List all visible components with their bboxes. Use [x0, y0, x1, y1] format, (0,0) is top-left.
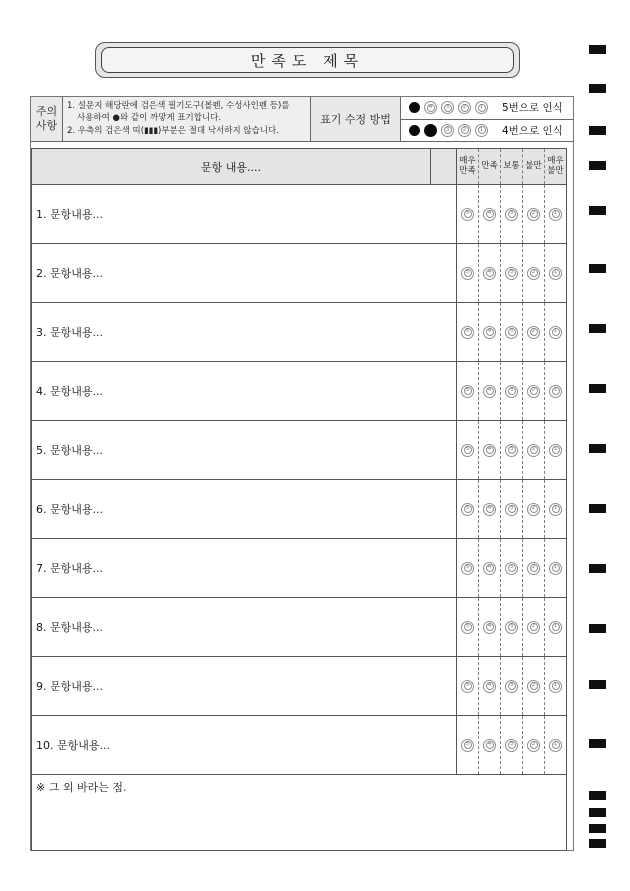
rating-bubble-1[interactable] [544, 303, 566, 361]
rating-bubble-2[interactable] [522, 657, 544, 715]
question-label: 7. 문항내용... [32, 539, 457, 597]
form-frame [30, 96, 574, 851]
table-row [32, 420, 566, 479]
bubble-icon: 2 [527, 562, 540, 575]
rating-bubble-5[interactable] [457, 480, 478, 538]
correction-method-text: 표기 수정 방법 [320, 113, 391, 126]
rating-bubble-1[interactable] [544, 598, 566, 656]
bubble-icon: 4 [483, 739, 496, 752]
rating-bubble-1[interactable] [544, 362, 566, 420]
bubble-icon: 5 [461, 208, 474, 221]
bubble-icon: 4 [483, 444, 496, 457]
question-label: 4. 문항내용... [32, 362, 457, 420]
rating-bubble-strip [457, 716, 566, 774]
recognition-result-label: 4번으로 인식 [502, 124, 563, 137]
bubble-icon: 5 [461, 680, 474, 693]
table-row [32, 656, 566, 715]
bubble-icon: 2 [527, 208, 540, 221]
bubble-icon: 5 [461, 739, 474, 752]
bubble-icon: 4 [483, 680, 496, 693]
bubble-icon: 2 [458, 124, 471, 137]
bubble-icon: 3 [441, 124, 454, 137]
bubble-icon: 1 [549, 208, 562, 221]
notice-instructions [63, 97, 311, 141]
bubble-icon: 5 [461, 326, 474, 339]
recognition-result-label: 5번으로 인식 [502, 102, 563, 115]
rating-bubble-4[interactable] [478, 598, 500, 656]
rating-bubble-3[interactable] [500, 657, 522, 715]
rating-bubble-1[interactable] [544, 657, 566, 715]
rating-bubble-strip [457, 244, 566, 302]
rating-bubble-strip [457, 657, 566, 715]
rating-bubble-1[interactable] [544, 185, 566, 243]
rating-bubble-3[interactable] [500, 598, 522, 656]
timing-mark [589, 324, 606, 333]
rating-header-very-dissatisfied: 매우 불만 [544, 149, 566, 184]
filled-bubble-icon [409, 125, 420, 136]
bubble-icon: 5 [461, 267, 474, 280]
open-comment-label: ※ 그 외 바라는 점. [36, 781, 127, 794]
bubble-icon: 3 [441, 101, 454, 114]
notice-label-line: 사항 [35, 119, 58, 132]
rating-header-dissatisfied: 불만 [522, 149, 544, 184]
timing-mark [589, 824, 606, 833]
rating-bubble-3[interactable] [500, 716, 522, 774]
table-row [32, 479, 566, 538]
rating-bubble-strip [457, 362, 566, 420]
table-row [32, 538, 566, 597]
correction-examples [401, 97, 573, 141]
bubble-icon: 4 [424, 101, 437, 114]
bubble-icon: 5 [461, 444, 474, 457]
bubble-icon: 1 [549, 739, 562, 752]
bubble-icon: 2 [527, 267, 540, 280]
rating-bubble-3[interactable] [500, 539, 522, 597]
rating-bubble-1[interactable] [544, 244, 566, 302]
bubble-icon: 2 [527, 326, 540, 339]
rating-bubble-5[interactable] [457, 539, 478, 597]
bubble-icon: 2 [527, 503, 540, 516]
bubble-icon: 3 [505, 503, 518, 516]
rating-bubble-4[interactable] [478, 716, 500, 774]
timing-mark [589, 384, 606, 393]
rating-bubble-4[interactable] [478, 480, 500, 538]
timing-mark [589, 161, 606, 170]
rating-bubble-strip [457, 480, 566, 538]
open-comment-section[interactable] [32, 774, 566, 850]
rating-bubble-3[interactable] [500, 480, 522, 538]
rating-bubble-strip [457, 598, 566, 656]
rating-bubble-1[interactable] [544, 480, 566, 538]
bubble-icon: 1 [549, 562, 562, 575]
bubble-icon: 4 [483, 503, 496, 516]
question-label: 1. 문항내용... [32, 185, 457, 243]
bubble-icon: 1 [549, 680, 562, 693]
rating-bubble-2[interactable] [522, 539, 544, 597]
rating-bubble-5[interactable] [457, 421, 478, 479]
table-row [32, 302, 566, 361]
rating-header-satisfied: 만족 [478, 149, 500, 184]
question-label: 9. 문항내용... [32, 657, 457, 715]
notice-label-line: 주의 [35, 104, 58, 118]
timing-mark [589, 680, 606, 689]
timing-mark [589, 206, 606, 215]
rating-bubble-5[interactable] [457, 716, 478, 774]
bubble-icon: 2 [458, 101, 471, 114]
bubble-icon: 3 [505, 267, 518, 280]
correction-example-row-2 [401, 119, 573, 142]
bubble-icon: 1 [475, 101, 488, 114]
bubble-icon: 1 [549, 326, 562, 339]
bubble-icon: 4 [483, 326, 496, 339]
rating-bubble-1[interactable] [544, 716, 566, 774]
bubble-icon: 4 [483, 621, 496, 634]
form-title-box [95, 42, 520, 78]
rating-bubble-2[interactable] [522, 185, 544, 243]
bubble-icon: 5 [461, 385, 474, 398]
bubble-icon: 1 [549, 444, 562, 457]
bubble-icon: 3 [505, 739, 518, 752]
bubble-icon: 3 [505, 208, 518, 221]
timing-mark [589, 45, 606, 54]
question-column-header: 문항 내용.... [32, 149, 431, 184]
rating-bubble-1[interactable] [544, 539, 566, 597]
rating-bubble-2[interactable] [522, 421, 544, 479]
rating-bubble-2[interactable] [522, 598, 544, 656]
timing-mark [589, 791, 606, 800]
header-spacer-cell [431, 149, 457, 184]
bubble-icon: 3 [505, 326, 518, 339]
bubble-icon: 1 [475, 124, 488, 137]
bubble-icon: 4 [483, 385, 496, 398]
rating-bubble-5[interactable] [457, 362, 478, 420]
instruction-line-2: 2. 우측의 검은색 띠(▮▮▮)부분은 절대 낙서하지 않습니다. [67, 125, 279, 136]
timing-mark [589, 564, 606, 573]
rating-bubble-2[interactable] [522, 480, 544, 538]
rating-bubble-4[interactable] [478, 244, 500, 302]
rating-bubble-4[interactable] [478, 421, 500, 479]
notice-label [31, 97, 63, 141]
bubble-icon: 1 [549, 267, 562, 280]
rating-header-very-satisfied: 매우 만족 [459, 155, 476, 176]
bubble-icon: 3 [505, 562, 518, 575]
rating-bubble-5[interactable] [457, 598, 478, 656]
instruction-line-1: 1. 설문지 해당란에 검은색 필기도구(볼펜, 수성사인펜 등)를 [67, 101, 290, 111]
survey-table [31, 148, 567, 851]
rating-bubble-3[interactable] [500, 362, 522, 420]
bubble-icon: 4 [483, 208, 496, 221]
bubble-icon: 1 [549, 385, 562, 398]
rating-bubble-1[interactable] [544, 421, 566, 479]
rating-bubble-strip [457, 539, 566, 597]
timing-mark [589, 504, 606, 513]
question-label: 10. 문항내용... [32, 716, 457, 774]
rating-bubble-strip [457, 303, 566, 361]
question-label: 5. 문항내용... [32, 421, 457, 479]
bubble-icon: 5 [461, 562, 474, 575]
rating-bubble-3[interactable] [500, 303, 522, 361]
rating-bubble-5[interactable] [457, 303, 478, 361]
timing-mark [589, 624, 606, 633]
question-label: 6. 문항내용... [32, 480, 457, 538]
timing-mark [589, 808, 606, 817]
bubble-icon: 3 [505, 385, 518, 398]
form-title-inner-frame [101, 47, 514, 73]
timing-mark [589, 444, 606, 453]
instruction-line-1b: 사용하여 ●와 같이 까맣게 표기합니다. [77, 113, 222, 124]
timing-mark [589, 739, 606, 748]
correction-example-row-1 [401, 97, 573, 119]
bubble-icon: 2 [527, 621, 540, 634]
table-row [32, 715, 566, 774]
table-row [32, 184, 566, 243]
timing-mark [589, 839, 606, 848]
timing-mark [589, 126, 606, 135]
correction-method-label [311, 97, 401, 141]
rating-bubble-2[interactable] [522, 716, 544, 774]
question-label: 8. 문항내용... [32, 598, 457, 656]
bubble-icon: 4 [483, 562, 496, 575]
rating-bubble-3[interactable] [500, 185, 522, 243]
rating-bubble-strip [457, 185, 566, 243]
bubble-icon: 2 [527, 739, 540, 752]
bubble-icon: 1 [549, 621, 562, 634]
rating-bubble-4[interactable] [478, 539, 500, 597]
rating-bubble-5[interactable] [457, 185, 478, 243]
bubble-icon: 5 [461, 621, 474, 634]
bubble-icon: 2 [527, 385, 540, 398]
notice-row [31, 97, 573, 142]
bubble-icon: 3 [505, 680, 518, 693]
table-row [32, 243, 566, 302]
rating-bubble-3[interactable] [500, 244, 522, 302]
timing-mark [589, 84, 606, 93]
bubble-icon: 2 [527, 680, 540, 693]
table-row [32, 597, 566, 656]
bubble-icon: 1 [549, 503, 562, 516]
question-label: 2. 문항내용... [32, 244, 457, 302]
rating-bubble-strip [457, 421, 566, 479]
rating-bubble-2[interactable] [522, 362, 544, 420]
question-label: 3. 문항내용... [32, 303, 457, 361]
bubble-icon: 3 [505, 444, 518, 457]
bubble-icon: 3 [505, 621, 518, 634]
rating-header-neutral: 보통 [500, 149, 522, 184]
table-header-row [32, 149, 566, 184]
rating-bubble-2[interactable] [522, 303, 544, 361]
rating-bubble-4[interactable] [478, 185, 500, 243]
form-title: 만족도 제목 [250, 51, 365, 70]
table-row [32, 361, 566, 420]
bubble-icon: 4 [483, 267, 496, 280]
rating-bubble-4[interactable] [478, 303, 500, 361]
rating-bubble-5[interactable] [457, 657, 478, 715]
rating-bubble-4[interactable] [478, 362, 500, 420]
filled-bubble-large-icon [424, 124, 437, 137]
timing-mark [589, 264, 606, 273]
bubble-icon: 5 [461, 503, 474, 516]
rating-bubble-4[interactable] [478, 657, 500, 715]
rating-bubble-2[interactable] [522, 244, 544, 302]
rating-bubble-3[interactable] [500, 421, 522, 479]
rating-bubble-5[interactable] [457, 244, 478, 302]
bubble-icon: 2 [527, 444, 540, 457]
filled-bubble-icon [409, 102, 420, 113]
